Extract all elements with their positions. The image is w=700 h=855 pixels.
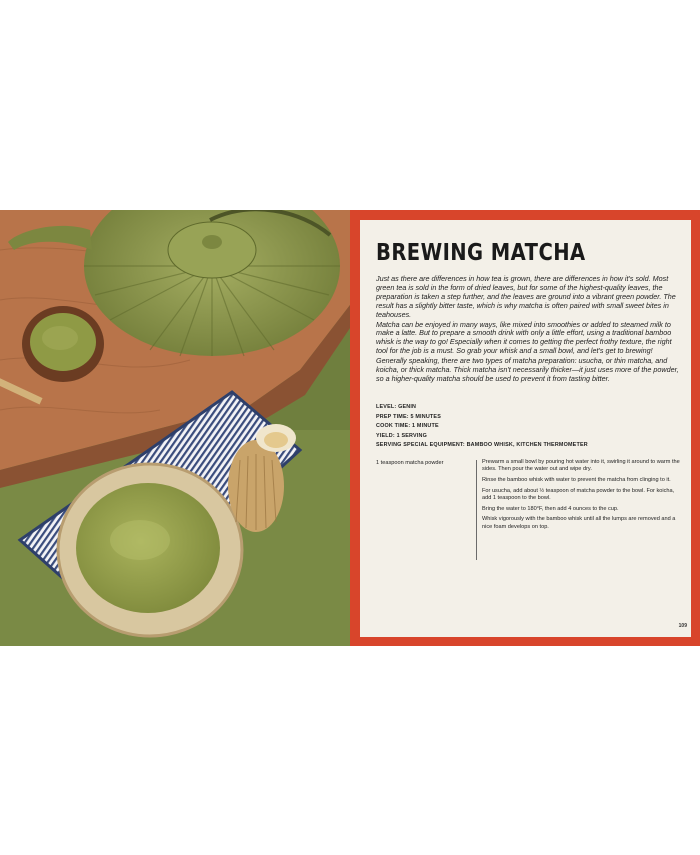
meta-prep-time: PREP TIME: 5 MINUTES — [376, 413, 442, 420]
step-item: Prewarm a small bowl by pouring hot water into it, swirling it around to warm the sides. Then pour the water out and wipe dry. — [482, 459, 680, 473]
step-item: For usucha, add about ½ teaspoon of matcha powder to the bowl. For koicha, add 1 teaspoon to the bowl. — [482, 487, 675, 501]
step-item: Bring the water to 180°F, then add 4 ounces to the cup. — [482, 505, 619, 512]
page-number: 109 — [678, 623, 687, 629]
ingredients-list — [376, 460, 468, 466]
intro-paragraph: Just as there are differences in how tea is grown, there are differences in how it's sold. Most green tea is sold in the form of dried leaves, but for some of the highest-quality leaves, the preparation is taken a step further, and the leaves are ground into a vibrant green powder. The result has a slightly bitter taste, which is why matcha is often paired with small sweet bites in teahouses. — [376, 274, 676, 319]
meta-equipment: SERVING SPECIAL EQUIPMENT: BAMBOO WHISK, KITCHEN THERMOMETER — [376, 442, 588, 448]
meta-level: LEVEL: GENIN — [376, 404, 417, 410]
intro-paragraph: Generally speaking, there are two types of matcha preparation: usucha, or thin matcha, and koicha, or thick matcha. Thick matcha isn't necessarily thicker—it just uses more of the powder, so a higher-quality matcha should be used to prevent it from tasting bitter. — [376, 356, 679, 383]
paper-panel — [360, 220, 691, 637]
ingredient-item: 1 teaspoon matcha powder — [376, 460, 444, 466]
step-item: Whisk vigorously with the bamboo whisk until all the lumps are removed and a nice foam develops on top. — [482, 516, 676, 530]
recipe-title: BREWING MATCHA — [376, 240, 586, 266]
steps-list — [482, 459, 682, 534]
intro-paragraph: Matcha can be enjoyed in many ways, like mixed into smoothies or added to steamed milk to make a latte. But to prepare a smooth drink with only a little effort, using a traditional bamboo whisk is the way to go! Especially when it comes to getting the perfect frothy texture, the right tool for the job is a must. So grab your whisk and a small bowl, and let's get to brewing! — [376, 319, 672, 356]
meta-cook-time: COOK TIME: 1 MINUTE — [376, 423, 439, 429]
column-divider — [476, 460, 477, 560]
matcha-photo — [0, 210, 350, 646]
book-spread — [0, 210, 700, 646]
step-item: Rinse the bamboo whisk with water to prevent the matcha from clinging to it. — [482, 477, 671, 483]
meta-yield: YIELD: 1 SERVING — [376, 432, 428, 439]
recipe-page — [350, 210, 700, 646]
intro-text — [376, 275, 680, 385]
recipe-meta — [376, 403, 680, 451]
